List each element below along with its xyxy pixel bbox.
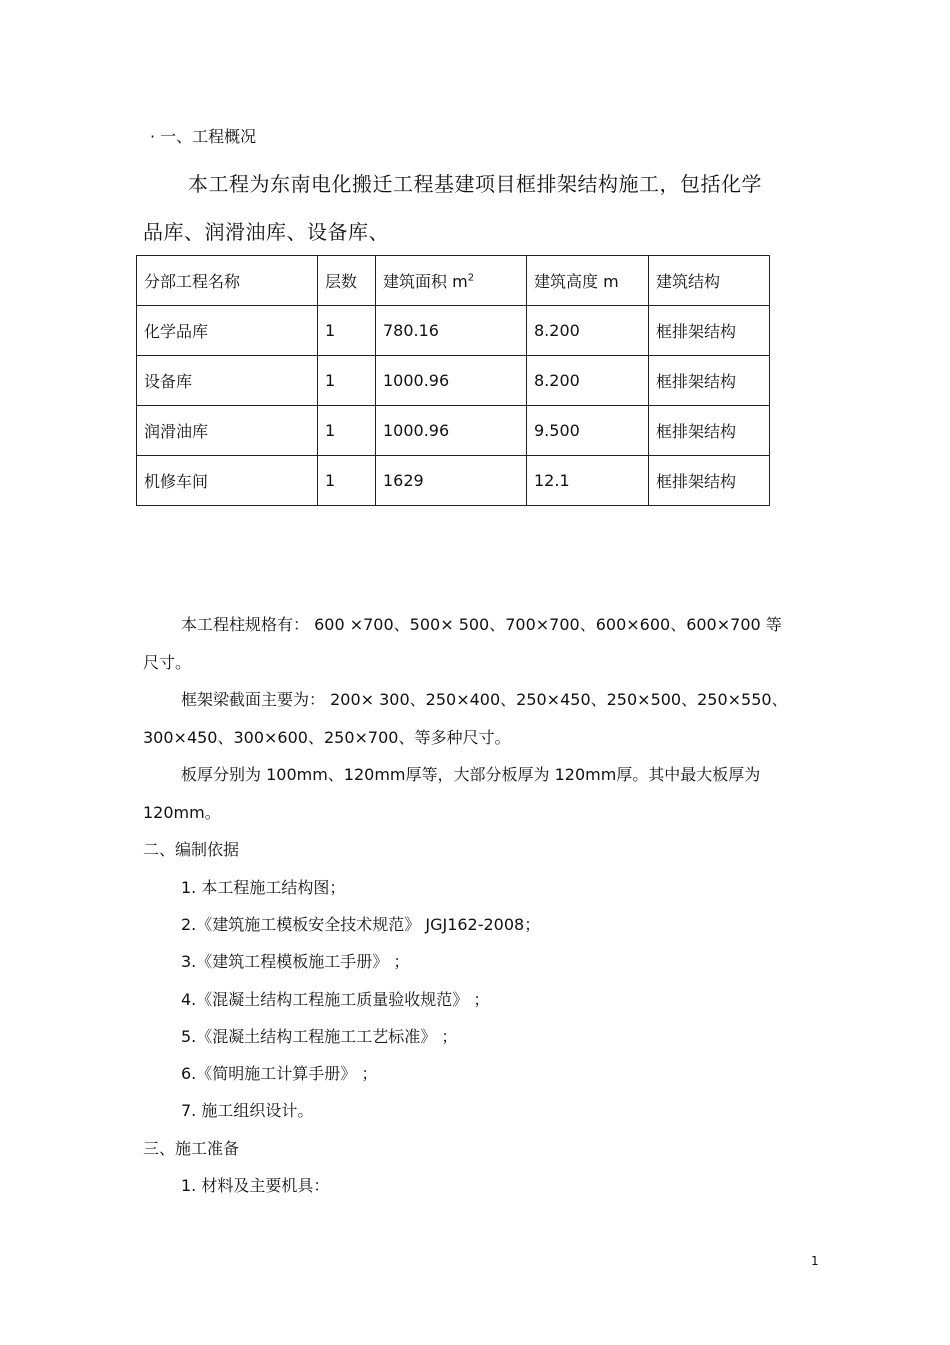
- section-heading-basis: 二、编制依据: [143, 840, 240, 859]
- page-number: 1: [811, 1254, 819, 1268]
- cell-structure: 框排架结构: [649, 306, 770, 356]
- cell-name: 化学品库: [137, 306, 318, 356]
- list-item: 7. 施工组织设计。: [181, 1101, 314, 1120]
- section-heading-overview: · 一、工程概况: [150, 127, 257, 146]
- cell-floors: 1: [318, 306, 376, 356]
- intro-line-1: 本工程为东南电化搬迁工程基建项目框排架结构施工，包括化学: [188, 172, 762, 196]
- project-table: [136, 255, 770, 506]
- slab-paragraph-line-2: 120mm。: [143, 803, 221, 822]
- list-item: 4.《混凝土结构工程施工质量验收规范》 ；: [181, 990, 490, 1009]
- cell-structure: 框排架结构: [649, 356, 770, 406]
- section-heading-preparation: 三、施工准备: [143, 1139, 240, 1158]
- cell-name: 设备库: [137, 356, 318, 406]
- header-area-label: 建筑面积 m: [383, 272, 468, 291]
- header-cell-height: 建筑高度 m: [527, 256, 649, 306]
- list-item: 6.《简明施工计算手册》 ；: [181, 1064, 378, 1083]
- header-cell-name: 分部工程名称: [137, 256, 318, 306]
- header-area-superscript: 2: [467, 272, 475, 284]
- list-item: 1. 材料及主要机具：: [181, 1176, 330, 1195]
- cell-height: 12.1: [527, 456, 649, 506]
- cell-area: 780.16: [376, 306, 527, 356]
- table-row: [137, 356, 770, 406]
- slab-paragraph-line-1: 板厚分别为 100mm、120mm厚等，大部分板厚为 120mm厚。其中最大板厚为: [181, 765, 761, 784]
- table-header-row: [137, 256, 770, 306]
- list-item: 1. 本工程施工结构图；: [181, 878, 346, 897]
- list-item: 5.《混凝土结构工程施工工艺标准》 ；: [181, 1027, 458, 1046]
- columns-paragraph-line-2: 尺寸。: [143, 653, 192, 672]
- cell-floors: 1: [318, 456, 376, 506]
- table-row: [137, 306, 770, 356]
- cell-floors: 1: [318, 406, 376, 456]
- cell-height: 9.500: [527, 406, 649, 456]
- cell-name: 润滑油库: [137, 406, 318, 456]
- table-row: [137, 406, 770, 456]
- cell-floors: 1: [318, 356, 376, 406]
- cell-area: 1000.96: [376, 356, 527, 406]
- cell-name: 机修车间: [137, 456, 318, 506]
- header-cell-floors: 层数: [318, 256, 376, 306]
- beams-paragraph-line-2: 300×450、300×600、250×700、等多种尺寸。: [143, 728, 511, 747]
- cell-structure: 框排架结构: [649, 456, 770, 506]
- list-item: 2.《建筑施工模板安全技术规范》 JGJ162-2008；: [181, 915, 541, 934]
- cell-structure: 框排架结构: [649, 406, 770, 456]
- table-row: [137, 456, 770, 506]
- intro-line-2: 品库、润滑油库、设备库、: [143, 220, 389, 244]
- beams-paragraph-line-1: 框架梁截面主要为： 200× 300、250×400、250×450、250×500、250×550、: [181, 690, 788, 709]
- header-cell-area: [376, 256, 527, 306]
- columns-paragraph-line-1: 本工程柱规格有： 600 ×700、500× 500、700×700、600×600、600×700 等: [181, 615, 782, 634]
- cell-area: 1000.96: [376, 406, 527, 456]
- list-item: 3.《建筑工程模板施工手册》 ；: [181, 952, 410, 971]
- header-cell-structure: 建筑结构: [649, 256, 770, 306]
- cell-area: 1629: [376, 456, 527, 506]
- cell-height: 8.200: [527, 306, 649, 356]
- cell-height: 8.200: [527, 356, 649, 406]
